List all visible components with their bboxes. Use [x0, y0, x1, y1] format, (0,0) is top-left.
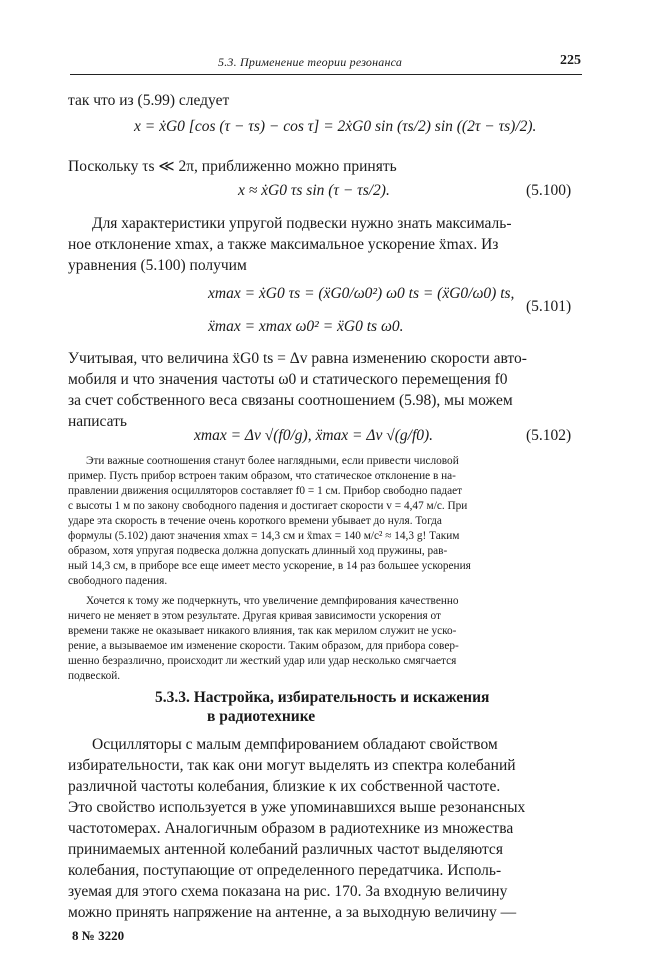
- text-line: за счет собственного веса связаны соотношением (5.98), мы можем: [68, 392, 513, 409]
- running-header-title: 5.3. Применение теории резонанса: [218, 55, 403, 69]
- formula-5-102: xmax = Δv √(f0/g), ẍmax = Δv √(g/f0).: [194, 427, 434, 444]
- section-heading: 5.3.3. Настройка, избирательность и искажения: [155, 689, 490, 706]
- example-text-line: ный 14,3 см, в приборе все еще имеет место ускорение, в 14 раз большее ускорения: [68, 560, 471, 572]
- note-text-line: подвеской.: [68, 670, 121, 682]
- equation-number: (5.102): [526, 427, 572, 444]
- note-text-line: шенно безразлично, происходит ли жесткий удар или удар несколько смягчается: [68, 655, 457, 667]
- text-line: ное отклонение xmax, а также максимальное ускорение ẍmax. Из: [68, 236, 499, 253]
- section-heading-cont: в радиотехнике: [207, 708, 316, 725]
- equation-number: (5.101): [526, 298, 572, 315]
- text-line: Поскольку τs ≪ 2π, приближенно можно принять: [68, 158, 397, 175]
- text-line: колебания, поступающие от определенного передатчика. Исполь-: [68, 862, 502, 879]
- example-text-line: свободного падения.: [68, 575, 168, 587]
- note-text-line: времени также не оказывает никакого влияния, так как мерилом служит не уско-: [68, 625, 457, 637]
- note-text-line: Хочется к тому же подчеркнуть, что увеличение демпфирования качественно: [86, 595, 459, 607]
- page-number: 225: [560, 53, 581, 68]
- text-line: избирательности, так как они могут выделять из спектра колебаний: [68, 757, 516, 774]
- example-text-line: правлении движения осцилляторов составляет f0 = 1 см. Прибор свободно падает: [68, 485, 463, 497]
- text-line: Это свойство используется в уже упоминавшихся выше резонансных: [68, 799, 526, 816]
- example-text-line: пример. Пусть прибор встроен таким образом, что статическое отклонение в на-: [68, 470, 456, 482]
- text-line: Осцилляторы с малым демпфированием обладают свойством: [92, 736, 498, 753]
- note-text-line: рение, а вызываемое им изменение скорости. Таким образом, для прибора совер-: [68, 640, 459, 652]
- text-line: написать: [68, 413, 127, 430]
- text-line: принимаемых антенной колебаний различных частот выделяются: [68, 841, 503, 858]
- example-text-line: Эти важные соотношения станут более наглядными, если привести числовой: [86, 455, 459, 467]
- text-line: уравнения (5.100) получим: [68, 257, 247, 274]
- text-line: зуемая для этого схема показана на рис. 170. За входную величину: [68, 883, 508, 900]
- formula-5-99-result: x = ẋG0 [cos (τ − τs) − cos τ] = 2ẋG0 sin (τs/2) sin ((2τ − τs)/2).: [134, 118, 537, 135]
- text-line: мобиля и что значения частоты ω0 и статического перемещения f0: [68, 371, 508, 388]
- text-line: так что из (5.99) следует: [68, 92, 230, 109]
- printer-signature: 8 № 3220: [72, 928, 125, 943]
- example-text-line: образом, хотя упругая подвеска должна допускать длинный ход пружины, рав-: [68, 545, 448, 557]
- example-text-line: ударе эта скорость в течение очень короткого времени убывает до нуля. Тогда: [68, 515, 442, 527]
- text-line: можно принять напряжение на антенне, а за выходную величину —: [68, 904, 517, 921]
- equation-number: (5.100): [526, 182, 572, 199]
- example-text-line: с высоты 1 м по закону свободного падения и достигает скорости v = 4,47 м/с. При: [68, 500, 468, 512]
- formula-5-100: x ≈ ẋG0 τs sin (τ − τs/2).: [238, 182, 390, 199]
- text-line: частотомерах. Аналогичным образом в радиотехнике из множества: [68, 820, 514, 837]
- formula-5-101-line1: xmax = ẋG0 τs = (ẍG0/ω0²) ω0 ts = (ẍG0/ω0) ts,: [208, 285, 515, 302]
- formula-5-101-line2: ẍmax = xmax ω0² = ẍG0 ts ω0.: [208, 318, 404, 335]
- note-text-line: ничего не меняет в этом результате. Другая кривая зависимости ускорения от: [68, 610, 441, 622]
- text-line: различной частоты колебания, близкие к их собственной частоте.: [68, 778, 501, 795]
- text-line: Учитывая, что величина ẍG0 ts = Δv равна изменению скорости авто-: [68, 350, 527, 367]
- example-text-line: формулы (5.102) дают значения xmax = 14,3 см и ẍmax = 140 м/с² ≈ 14,3 g! Таким: [68, 530, 460, 542]
- header-rule: [70, 74, 582, 75]
- text-line: Для характеристики упругой подвески нужно знать максималь-: [92, 215, 512, 232]
